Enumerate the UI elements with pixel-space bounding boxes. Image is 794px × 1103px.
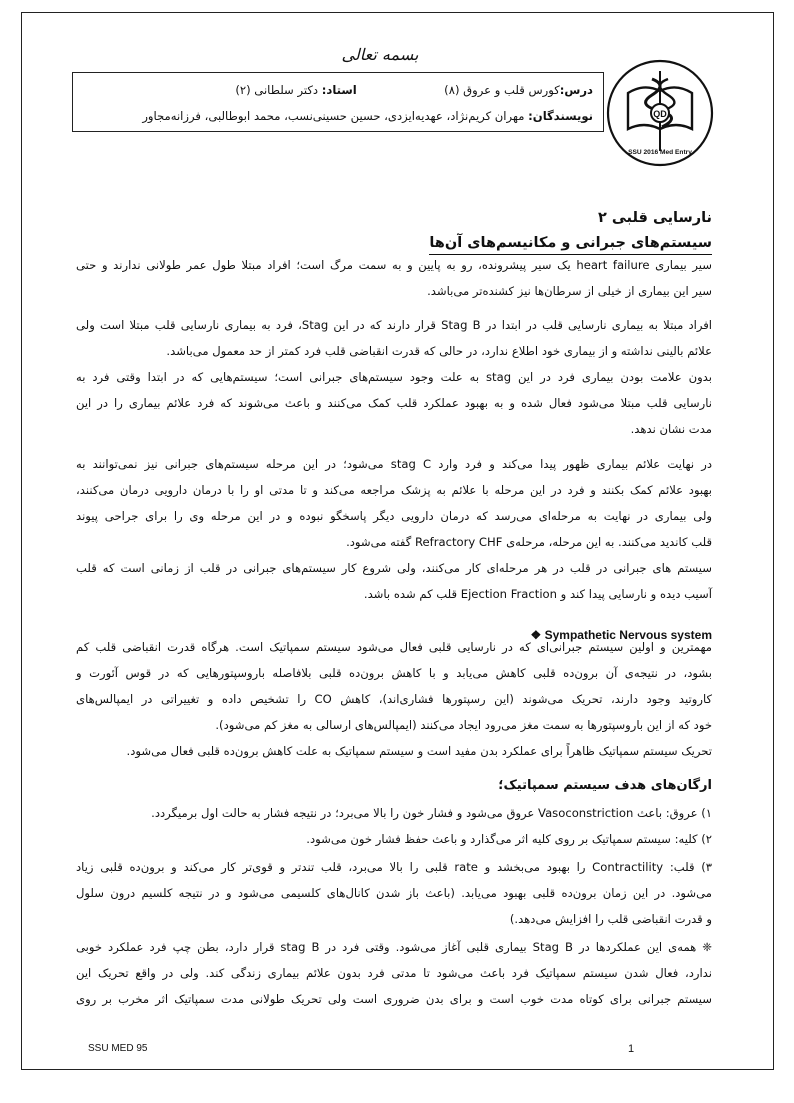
text-line: در نهایت علائم بیماری ظهور پیدا می‌کند و فرد وارد stag C می‌شود؛ در این مرحله سیستم‌های جبرانی نیز نمی‌توانند به xyxy=(76,457,712,471)
text-line: ولی بیماری در نهایت به مرحله‌ای می‌رسد که درمان دارویی دیگر پاسخگو نبوده و در این مرحله وی را برای جراحی پیوند xyxy=(76,509,712,523)
course-value: کورس قلب و عروق (۸) xyxy=(444,83,560,97)
organ-item: و قدرت انقباضی قلب را افزایش می‌دهد.) xyxy=(509,912,712,926)
header-info-box xyxy=(72,72,604,132)
authors-value: مهران کریم‌نژاد، عهدیه‌ایزدی، حسین حسینی‌نسب، محمد ابوطالبی، فرزانه‌مجاور xyxy=(142,109,525,123)
organ-item: می‌شود. در این زمان برون‌ده قلبی بهبود می‌یابد. (باعث باز شدن کانال‌های کلسیمی می‌شود و در نتیجه کلسیم درون سلول xyxy=(76,886,712,900)
section-heading: ❖ Sympathetic Nervous system xyxy=(530,628,712,642)
svg-text:QD: QD xyxy=(653,109,667,119)
organ-item: ۱) عروق: باعث Vasoconstriction عروق می‌شود و فشار خون را بالا می‌برد؛ در نتیجه فشار به حالت اول برمیگردد. xyxy=(151,806,712,820)
text-line: بشود، در نتیجه‌ی آن برون‌ده قلبی کاهش می‌یابد و با کاهش برون‌ده قلبی بلافاصله باروسپتورهایی که در قوس آئورت و xyxy=(76,666,712,680)
ssu-logo xyxy=(606,53,714,187)
text-line: مدت نشان ندهد. xyxy=(630,422,712,436)
bismillah-text: بسمه تعالی xyxy=(341,45,419,64)
organs-title: ارگان‌های هدف سیستم سمپاتیک؛ xyxy=(498,778,712,793)
text-line: خود که از این باروسپتورها به سمت مغز می‌رود ایجاد می‌کنند (ایمپالس‌های ارسالی به مغز کم می‌شود). xyxy=(215,718,712,732)
organ-item: ۳) قلب: Contractility را بهبود می‌بخشد و rate قلبی را بالا می‌برد، قلب تندتر و قوی‌تر کار می‌کند و برون‌ده قلبی زیاد xyxy=(76,860,712,874)
teacher-label: استاد: xyxy=(321,83,357,97)
text-line: افراد مبتلا به بیماری نارسایی قلب در ابتدا در Stag B قرار دارند که در این Stag، فرد به بیماری نارسایی قلب مبتلا است ولی xyxy=(76,318,713,332)
text-line: علائم بالینی نداشته و از بیماری خود اطلاع ندارد، در حالی که قدرت انقباضی قلب فرد کمتر از حد معمول می‌باشد. xyxy=(166,344,712,358)
text-line: مهمترین و اولین سیستم جبرانی‌ای که در نارسایی قلبی فعال می‌شود سیستم سمپاتیک است. هرگاه قدرت انقباضی قلب کم xyxy=(76,640,712,654)
authors-line xyxy=(142,109,593,123)
footer-label: SSU MED 95 xyxy=(88,1043,148,1054)
organ-item: ۲) کلیه: سیستم سمپاتیک بر روی کلیه اثر می‌گذارد و باعث حفظ فشار خون می‌شود. xyxy=(306,832,712,846)
page-number: 1 xyxy=(628,1043,635,1055)
text-line: سیستم های جبرانی در قلب در هر مرحله‌ای کار می‌کنند، ولی شروع کار سیستم‌های جبرانی در قلب از زمانی است که قلب xyxy=(76,561,712,575)
text-line: آسیب دیده و نارسایی پیدا کند و Ejection Fraction قلب کم شده باشد. xyxy=(363,587,712,601)
text-line: بهبود علائم کمک بکنند و فرد در این مرحله با علائم به پزشک مراجعه می‌کند و تا مدتی او را با درمان دارویی درمان می‌کنند، xyxy=(76,483,712,497)
text-line: قلب کاندید می‌کنند. به این مرحله، مرحله‌ی Refractory CHF گفته می‌شود. xyxy=(346,535,712,549)
page-subtitle: سیستم‌های جبرانی و مکانیسم‌های آن‌ها xyxy=(429,235,712,251)
text-line: سیر این بیماری از خیلی از سرطان‌ها نیز کشنده‌تر می‌باشد. xyxy=(427,284,712,298)
teacher-value: دکتر سلطانی (۲) xyxy=(235,83,319,97)
course-line xyxy=(235,83,593,97)
text-line: ❈ همه‌ی این عملکردها در Stag B بیماری قلبی آغاز می‌شود. وقتی فرد در stag B قرار دارد، بطن چپ فرد عملکرد خوبی xyxy=(76,940,712,954)
text-line: بدون علامت بودن بیماری فرد در این stag به علت وجود سیستم‌های جبرانی است؛ سیستم‌هایی که در ابتدا وقتی فرد به xyxy=(76,370,712,384)
bismillah-calligraphy xyxy=(320,40,440,68)
text-line: کاروتید وجود دارند، تحریک می‌شوند (این رسپتورها فشاری‌اند)، کاهش CO را تشخیص داده و تغییراتی در ایمپالس‌های xyxy=(76,692,712,706)
text-line: تحریک سیستم سمپاتیک ظاهراً برای عملکرد بدن مفید است و سیستم سمپاتیک به علت کاهش برون‌ده قلبی فعال می‌شود. xyxy=(126,744,712,758)
text-line: نارسایی قلب مبتلا می‌شود فعال شده و به بهبود عملکرد قلب کمک می‌کنند و باعث می‌شوند که فرد علائم بیماری را در این xyxy=(76,396,712,410)
text-line: سیستم جبرانی برای کوتاه مدت خوب است و برای بدن ضروری است ولی تحریک طولانی مدت سمپاتیک اثر مخرب بر روی xyxy=(76,992,712,1006)
page-title: نارسایی قلبی ۲ xyxy=(597,210,712,226)
authors-label: نویسندگان: xyxy=(528,109,593,123)
logo-caption: SSU 2016 Med Entry xyxy=(628,149,692,156)
text-line: سیر بیماری heart failure یک سیر پیشرونده، رو به پایین و به سمت مرگ است؛ افراد مبتلا طول عمر طولانی ندارند و حتی xyxy=(76,258,712,272)
course-label: درس: xyxy=(559,83,593,97)
text-line: ندارد، فعال شدن سیستم سمپاتیک فرد باعث می‌شود تا مدتی فرد بدون علائم بیماری زندگی کند. ولی در واقع تحریک این xyxy=(76,966,712,980)
